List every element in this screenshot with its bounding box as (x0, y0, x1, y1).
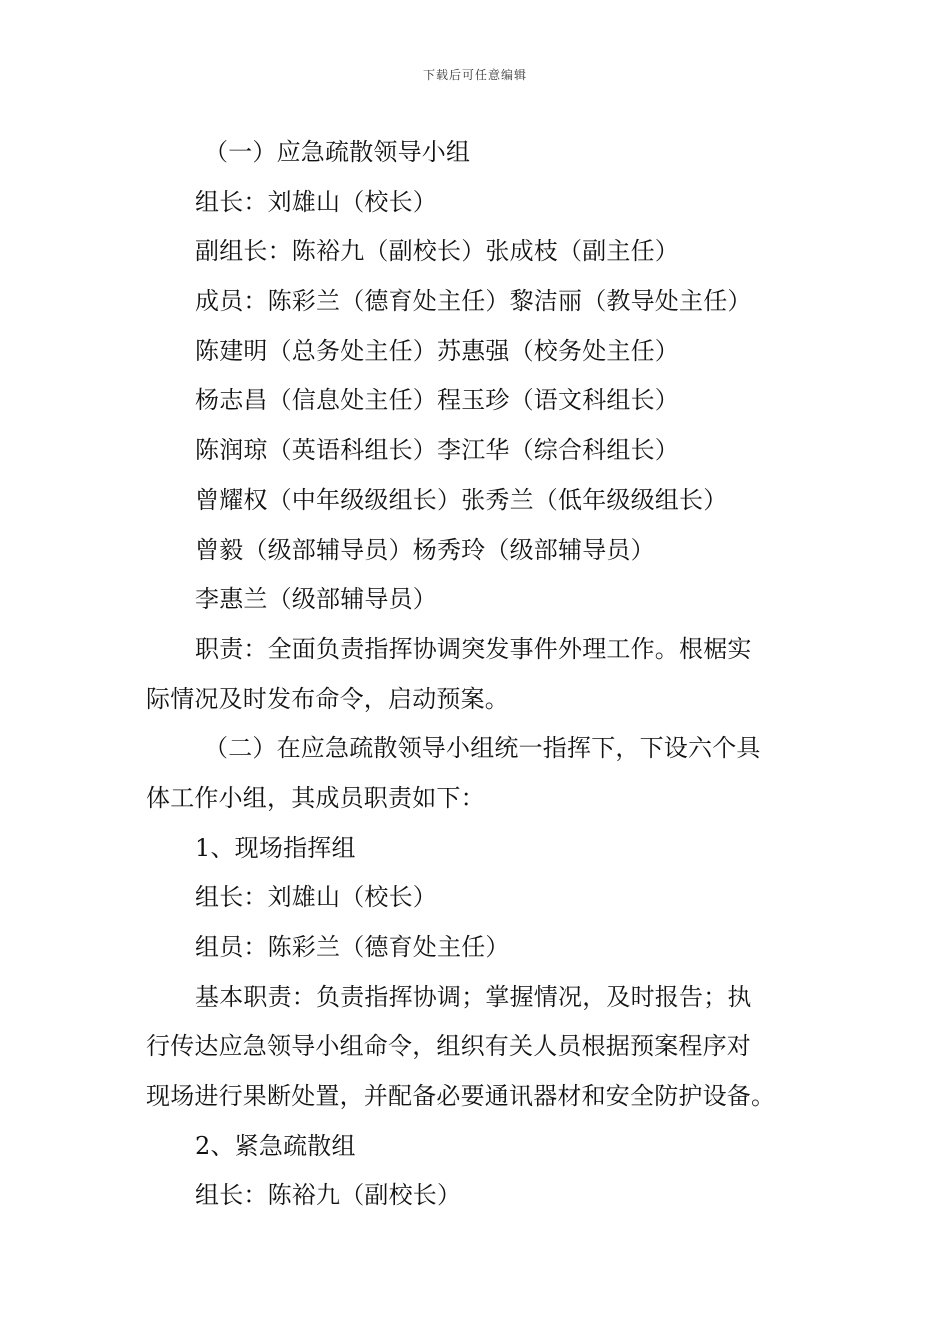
text-line: 副组长：陈裕九（副校长）张成枝（副主任） (195, 237, 679, 266)
text-line: 陈建明（总务处主任）苏惠强（校务处主任） (195, 336, 679, 365)
paragraph-line: 现场进行果断处置，并配备必要通讯器材和安全防护设备。 (146, 1082, 776, 1111)
section-heading-work-groups: （二）在应急疏散领导小组统一指挥下，下设六个具 (204, 734, 761, 763)
text-line: 组长：刘雄山（校长） (195, 883, 437, 912)
text-line: 曾耀权（中年级级组长）张秀兰（低年级级组长） (195, 485, 728, 514)
paragraph-line: 际情况及时发布命令，启动预案。 (146, 684, 509, 713)
paragraph-line: 基本职责：负责指挥协调；掌握情况，及时报告；执 (195, 982, 752, 1011)
paragraph-line: 体工作小组，其成员职责如下： (146, 783, 485, 812)
text-line: 成员：陈彩兰（德育处主任）黎洁丽（教导处主任） (195, 287, 752, 316)
document-body (146, 128, 810, 1221)
paragraph-line: 职责：全面负责指挥协调突发事件外理工作。根椐实 (195, 634, 752, 663)
text-line: 组长：刘雄山（校长） (195, 187, 437, 216)
text-line: 组员：陈彩兰（德育处主任） (195, 933, 510, 961)
text-line: 曾毅（级部辅导员）杨秀玲（级部辅导员） (195, 535, 655, 564)
text-line: 杨志昌（信息处主任）程玉珍（语文科组长） (195, 386, 679, 415)
text-line: 陈润琼（英语科组长）李江华（综合科组长） (195, 436, 679, 465)
section-heading-leadership-group: （一）应急疏散领导小组 (204, 138, 471, 166)
subsection-heading-evacuation: 2、紧急疏散组 (195, 1131, 356, 1160)
paragraph-line: 行传达应急领导小组命令，组织有关人员根据预案程序对 (146, 1032, 751, 1061)
page-header-note: 下载后可任意编辑 (422, 68, 527, 82)
text-line: 组长：陈裕九（副校长） (195, 1181, 462, 1210)
text-line: 李惠兰（级部辅导员） (195, 585, 437, 614)
subsection-heading-site-command: 1、现场指挥组 (195, 833, 356, 862)
